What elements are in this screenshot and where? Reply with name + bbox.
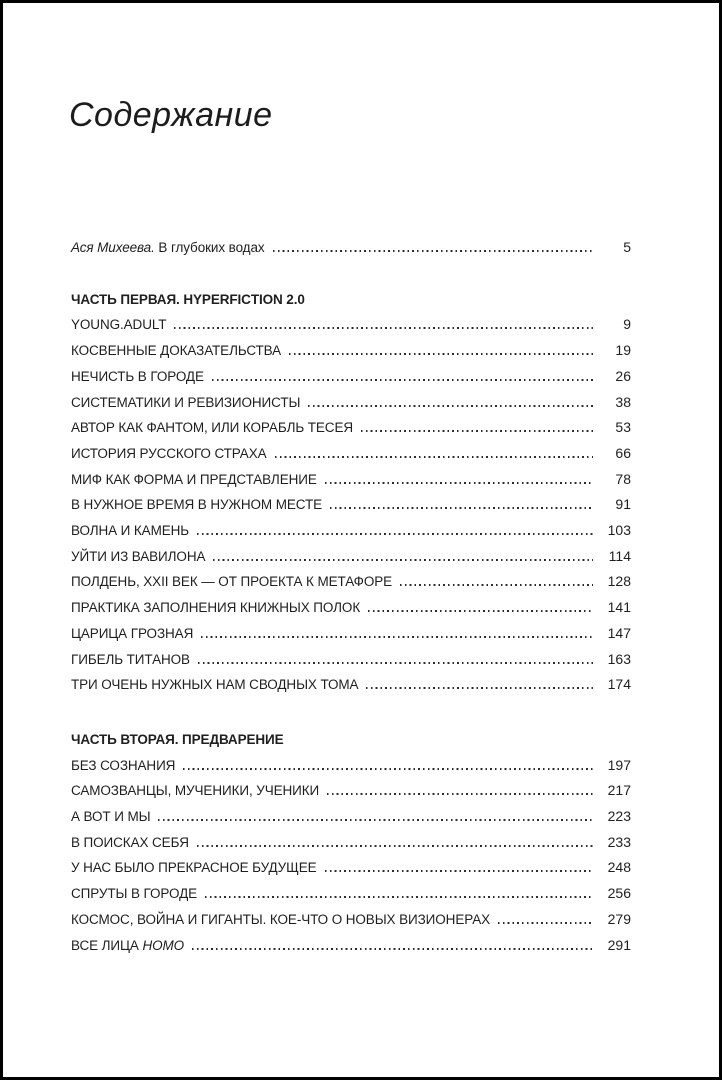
- dot-leader: [308, 405, 593, 407]
- toc-entry-label: В глубоких водах: [154, 240, 265, 255]
- toc-entry-label: ИСТОРИЯ РУССКОГО СТРАХА: [71, 445, 267, 461]
- toc-row: [71, 804, 631, 830]
- toc-entry-label: ПРАКТИКА ЗАПОЛНЕНИЯ КНИЖНЫХ ПОЛОК: [71, 600, 361, 616]
- dot-leader: [212, 379, 593, 381]
- toc-entry-page-number: 163: [607, 650, 631, 667]
- toc-entry-label: ГИБЕЛЬ ТИТАНОВ: [71, 651, 190, 667]
- dot-leader: [330, 507, 593, 509]
- toc-entry-page-number: 147: [607, 624, 631, 641]
- toc-entry-label: В ПОИСКАХ СЕБЯ: [71, 834, 189, 850]
- section-heading: ЧАСТЬ ПЕРВАЯ. HYPERFICTION 2.0: [71, 291, 305, 307]
- toc-entry-page-number: 233: [607, 833, 631, 850]
- toc-row: [71, 544, 631, 570]
- toc-row: [71, 647, 631, 673]
- toc-row: [71, 830, 631, 856]
- dot-leader: [327, 793, 593, 795]
- toc-section-part-one: [71, 287, 631, 698]
- dot-leader: [174, 327, 593, 329]
- dot-leader: [325, 870, 594, 872]
- dot-leader: [158, 819, 593, 821]
- dot-leader: [366, 687, 593, 689]
- toc-front-matter-row: [71, 235, 631, 261]
- toc-entry-label: САМОЗВАНЦЫ, МУЧЕНИКИ, УЧЕНИКИ: [71, 783, 320, 799]
- toc-row: [71, 753, 631, 779]
- toc-entry-page-number: 103: [607, 522, 631, 539]
- toc-entry-label: АВТОР КАК ФАНТОМ, ИЛИ КОРАБЛЬ ТЕСЕЯ: [71, 420, 354, 436]
- toc-entry-label: БЕЗ СОЗНАНИЯ: [71, 757, 176, 773]
- toc-entry-page-number: 26: [615, 367, 631, 384]
- toc-entry-label: СИСТЕМАТИКИ И РЕВИЗИОНИСТЫ: [71, 394, 301, 410]
- toc-row: [71, 338, 631, 364]
- toc-section-part-two: [71, 727, 631, 958]
- table-of-contents: [71, 235, 631, 958]
- toc-entry-page-number: 5: [623, 239, 631, 255]
- toc-entry-page-number: 19: [615, 342, 631, 359]
- dot-leader: [498, 922, 593, 924]
- toc-entry-label: ТРИ ОЧЕНЬ НУЖНЫХ НАМ СВОДНЫХ ТОМА: [71, 677, 359, 693]
- dot-leader: [273, 250, 593, 252]
- dot-leader: [197, 845, 593, 847]
- toc-row: [71, 312, 631, 338]
- toc-row: [71, 441, 631, 467]
- toc-entry-page-number: 197: [607, 756, 631, 773]
- toc-row: [71, 778, 631, 804]
- toc-row: [71, 518, 631, 544]
- toc-entry-label: СПРУТЫ В ГОРОДЕ: [71, 886, 198, 902]
- dot-leader: [289, 353, 593, 355]
- toc-row: [71, 390, 631, 416]
- dot-leader: [205, 896, 593, 898]
- dot-leader: [201, 636, 593, 638]
- toc-entry-label: КОСМОС, ВОЙНА И ГИГАНТЫ. КОЕ-ЧТО О НОВЫХ ВИЗИОНЕРАХ: [71, 911, 491, 927]
- dot-leader: [198, 662, 593, 664]
- toc-entry-label: В НУЖНОЕ ВРЕМЯ В НУЖНОМ МЕСТЕ: [71, 497, 323, 513]
- toc-row: [71, 492, 631, 518]
- toc-entry-page-number: 174: [607, 676, 631, 693]
- dot-leader: [275, 456, 593, 458]
- toc-entry-label-italic-suffix: HOMO: [142, 937, 185, 953]
- toc-row: [71, 672, 631, 698]
- toc-row: [71, 595, 631, 621]
- toc-entry-label: МИФ КАК ФОРМА И ПРЕДСТАВЛЕНИЕ: [71, 471, 317, 487]
- toc-entry-page-number: 223: [607, 808, 631, 825]
- toc-entry-label: ЦАРИЦА ГРОЗНАЯ: [71, 625, 194, 641]
- dot-leader: [400, 584, 593, 586]
- toc-row: [71, 855, 631, 881]
- dot-leader: [213, 559, 593, 561]
- dot-leader: [361, 430, 593, 432]
- toc-entry-label: ВОЛНА И КАМЕНЬ: [71, 523, 190, 539]
- toc-entry-label: НЕЧИСТЬ В ГОРОДЕ: [71, 368, 204, 384]
- toc-entry-page-number: 279: [607, 910, 631, 927]
- toc-entry-page-number: 217: [607, 782, 631, 799]
- dot-leader: [197, 533, 593, 535]
- toc-entry-author: Ася Михеева.: [71, 240, 155, 255]
- page-title: Содержание: [69, 96, 273, 134]
- toc-entry-label: А ВОТ И МЫ: [71, 809, 151, 825]
- toc-entry-label: ВСЕ ЛИЦА: [71, 937, 143, 953]
- toc-entry-label: ПОЛДЕНЬ, XXII ВЕК — ОТ ПРОЕКТА К МЕТАФОРЕ: [71, 574, 393, 590]
- toc-entry-page-number: 128: [607, 573, 631, 590]
- toc-row: [71, 467, 631, 493]
- toc-entry-page-number: 9: [623, 316, 631, 333]
- toc-entry-page-number: 78: [615, 470, 631, 487]
- toc-row: [71, 364, 631, 390]
- toc-entry-page-number: 141: [607, 599, 631, 616]
- dot-leader: [368, 610, 593, 612]
- toc-entry-page-number: 114: [608, 547, 631, 564]
- toc-row: [71, 569, 631, 595]
- toc-entry-page-number: 53: [615, 419, 631, 436]
- toc-entry-page-number: 38: [615, 393, 631, 410]
- section-heading: ЧАСТЬ ВТОРАЯ. ПРЕДВАРЕНИЕ: [71, 731, 284, 747]
- toc-entry-page-number: 248: [607, 859, 631, 876]
- toc-entry-label: УЙТИ ИЗ ВАВИЛОНА: [71, 548, 206, 564]
- toc-row: [71, 907, 631, 933]
- toc-entry-page-number: 256: [607, 885, 631, 902]
- toc-entry-page-number: 66: [615, 444, 631, 461]
- dot-leader: [183, 768, 593, 770]
- toc-row: [71, 881, 631, 907]
- dot-leader: [192, 948, 593, 950]
- toc-row: [71, 621, 631, 647]
- dot-leader: [325, 482, 593, 484]
- toc-entry-label: YOUNG.ADULT: [71, 317, 167, 333]
- toc-entry-page-number: 91: [615, 496, 631, 513]
- toc-row: [71, 933, 631, 959]
- toc-entry-label: У НАС БЫЛО ПРЕКРАСНОЕ БУДУЩЕЕ: [71, 860, 317, 876]
- toc-entry-page-number: 291: [607, 936, 631, 953]
- toc-entry-label: КОСВЕННЫЕ ДОКАЗАТЕЛЬСТВА: [71, 343, 282, 359]
- toc-row: [71, 415, 631, 441]
